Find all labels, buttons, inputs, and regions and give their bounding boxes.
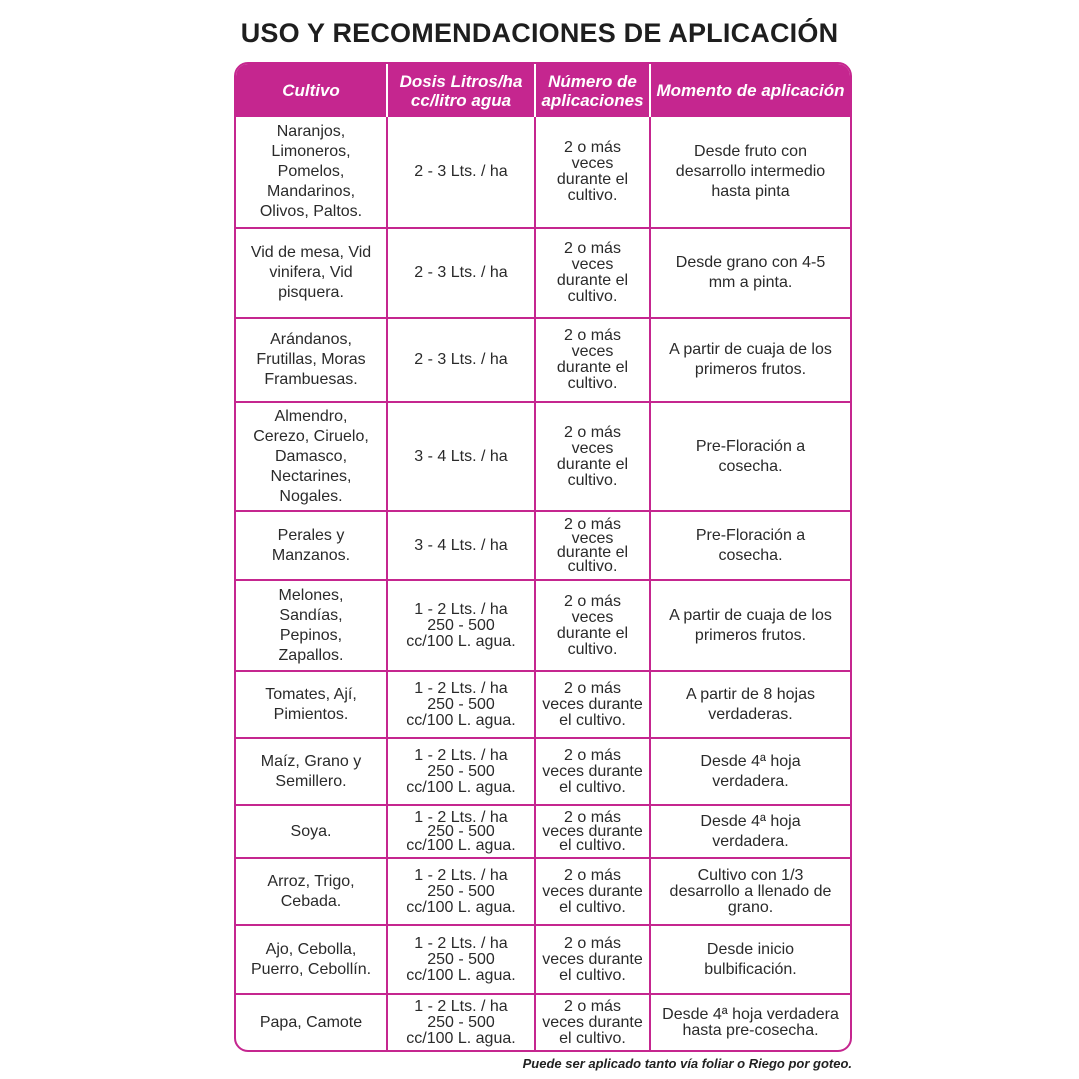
cell-aplicaciones: 2 o más veces durante el cultivo. bbox=[535, 738, 650, 805]
cell-dosis: 1 - 2 Lts. / ha 250 - 500 cc/100 L. agua. bbox=[387, 738, 535, 805]
table-row bbox=[236, 738, 850, 805]
cell-cultivo: Arándanos, Frutillas, Moras Frambuesas. bbox=[236, 318, 387, 402]
cell-momento: Desde fruto con desarrollo intermedio hasta pinta bbox=[650, 117, 850, 228]
table-row bbox=[236, 858, 850, 925]
cell-momento: Cultivo con 1/3 desarrollo a llenado de grano. bbox=[650, 858, 850, 925]
footnote: Puede ser aplicado tanto vía foliar o Riego por goteo. bbox=[522, 1056, 852, 1071]
cell-aplicaciones: 2 o más veces durante el cultivo. bbox=[535, 580, 650, 671]
cell-momento: Desde 4ª hoja verdadera. bbox=[650, 738, 850, 805]
cell-momento: A partir de cuaja de los primeros frutos. bbox=[650, 318, 850, 402]
cell-dosis: 1 - 2 Lts. / ha 250 - 500 cc/100 L. agua. bbox=[387, 994, 535, 1050]
cell-cultivo: Papa, Camote bbox=[236, 994, 387, 1050]
cell-dosis: 3 - 4 Lts. / ha bbox=[387, 511, 535, 580]
cell-aplicaciones: 2 o más veces durante el cultivo. bbox=[535, 117, 650, 228]
table-row bbox=[236, 402, 850, 511]
cell-cultivo: Maíz, Grano y Semillero. bbox=[236, 738, 387, 805]
recommendations-table bbox=[234, 62, 852, 1052]
cell-aplicaciones: 2 o más veces durante el cultivo. bbox=[535, 318, 650, 402]
table-row bbox=[236, 318, 850, 402]
cell-dosis: 1 - 2 Lts. / ha 250 - 500 cc/100 L. agua. bbox=[387, 858, 535, 925]
page-title: USO Y RECOMENDACIONES DE APLICACIÓN bbox=[240, 18, 839, 48]
cell-cultivo: Soya. bbox=[236, 805, 387, 858]
header-dosis: Dosis Litros/ha cc/litro agua bbox=[387, 64, 535, 117]
table-row bbox=[236, 580, 850, 671]
table-header-row bbox=[236, 64, 850, 117]
cell-aplicaciones: 2 o más veces durante el cultivo. bbox=[535, 805, 650, 858]
cell-aplicaciones: 2 o más veces durante el cultivo. bbox=[535, 925, 650, 994]
cell-dosis: 2 - 3 Lts. / ha bbox=[387, 117, 535, 228]
table-row bbox=[236, 805, 850, 858]
cell-cultivo: Perales y Manzanos. bbox=[236, 511, 387, 580]
cell-dosis: 2 - 3 Lts. / ha bbox=[387, 228, 535, 318]
cell-momento: Pre-Floración a cosecha. bbox=[650, 402, 850, 511]
cell-momento: Pre-Floración a cosecha. bbox=[650, 511, 850, 580]
cell-momento: A partir de 8 hojas verdaderas. bbox=[650, 671, 850, 738]
cell-cultivo: Naranjos, Limoneros, Pomelos, Mandarinos, Olivos, Paltos. bbox=[236, 117, 387, 228]
cell-momento: Desde grano con 4-5 mm a pinta. bbox=[650, 228, 850, 318]
cell-cultivo: Vid de mesa, Vid vinifera, Vid pisquera. bbox=[236, 228, 387, 318]
cell-dosis: 1 - 2 Lts. / ha 250 - 500 cc/100 L. agua. bbox=[387, 805, 535, 858]
cell-aplicaciones: 2 o más veces durante el cultivo. bbox=[535, 994, 650, 1050]
cell-dosis: 1 - 2 Lts. / ha 250 - 500 cc/100 L. agua. bbox=[387, 580, 535, 671]
table-row bbox=[236, 117, 850, 228]
cell-dosis: 1 - 2 Lts. / ha 250 - 500 cc/100 L. agua. bbox=[387, 925, 535, 994]
table-row bbox=[236, 511, 850, 580]
cell-momento: A partir de cuaja de los primeros frutos. bbox=[650, 580, 850, 671]
cell-dosis: 3 - 4 Lts. / ha bbox=[387, 402, 535, 511]
table-row bbox=[236, 925, 850, 994]
cell-momento: Desde inicio bulbificación. bbox=[650, 925, 850, 994]
table-row bbox=[236, 994, 850, 1050]
cell-cultivo: Melones, Sandías, Pepinos, Zapallos. bbox=[236, 580, 387, 671]
table-row bbox=[236, 228, 850, 318]
cell-dosis: 1 - 2 Lts. / ha 250 - 500 cc/100 L. agua. bbox=[387, 671, 535, 738]
header-aplicaciones: Número de aplicaciones bbox=[535, 64, 650, 117]
cell-cultivo: Arroz, Trigo, Cebada. bbox=[236, 858, 387, 925]
table-row bbox=[236, 671, 850, 738]
cell-momento: Desde 4ª hoja verdadera hasta pre-cosecha. bbox=[662, 1005, 839, 1039]
cell-aplicaciones: 2 o más veces durante el cultivo. bbox=[535, 402, 650, 511]
cell-momento: Desde 4ª hoja verdadera. bbox=[650, 805, 850, 858]
header-momento: Momento de aplicación bbox=[650, 64, 850, 117]
cell-aplicaciones: 2 o más veces durante el cultivo. bbox=[535, 671, 650, 738]
header-cultivo: Cultivo bbox=[236, 64, 387, 117]
cell-cultivo: Tomates, Ají, Pimientos. bbox=[236, 671, 387, 738]
cell-cultivo: Almendro, Cerezo, Ciruelo, Damasco, Nectarines, Nogales. bbox=[236, 402, 387, 511]
cell-cultivo: Ajo, Cebolla, Puerro, Cebollín. bbox=[236, 925, 387, 994]
cell-aplicaciones: 2 o más veces durante el cultivo. bbox=[535, 228, 650, 318]
cell-aplicaciones: 2 o más veces durante el cultivo. bbox=[535, 511, 650, 580]
cell-dosis: 2 - 3 Lts. / ha bbox=[387, 318, 535, 402]
cell-aplicaciones: 2 o más veces durante el cultivo. bbox=[535, 858, 650, 925]
